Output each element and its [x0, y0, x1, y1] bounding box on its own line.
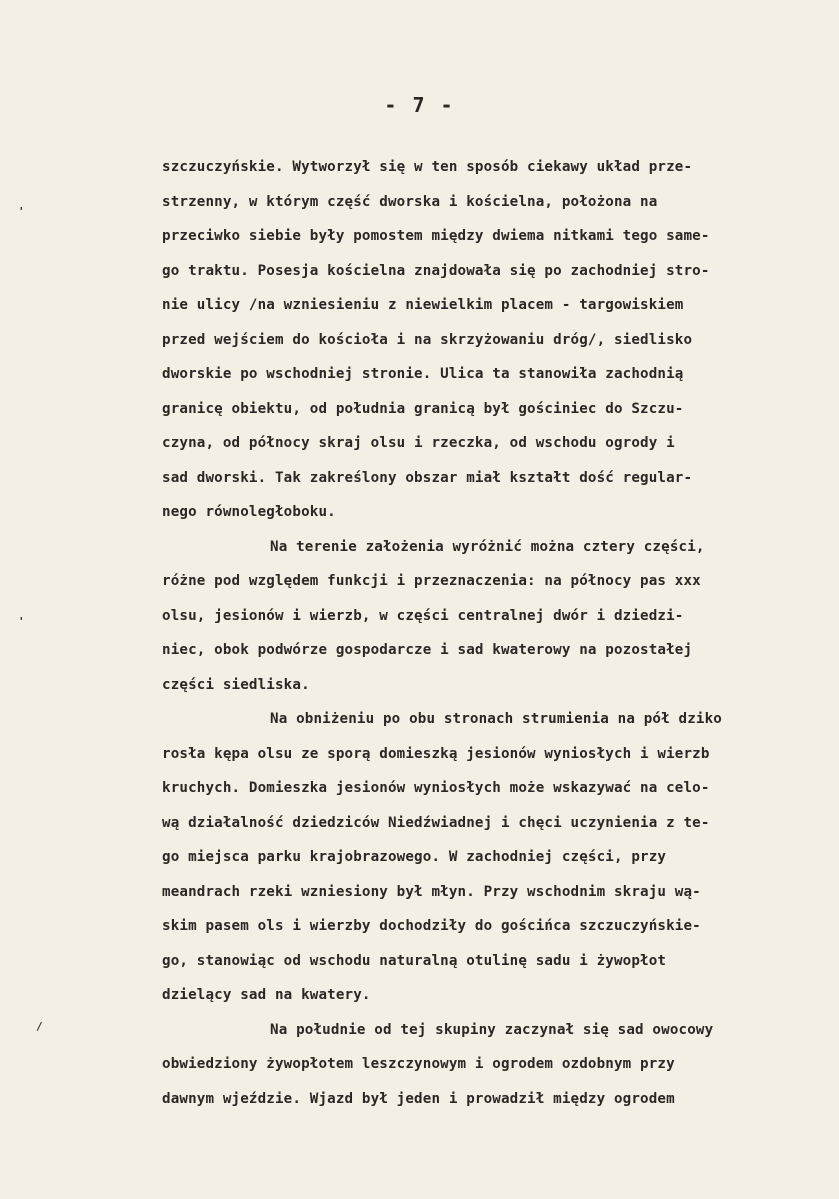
text-line: meandrach rzeki wzniesiony był młyn. Przy wschodnim skraju wą- [162, 883, 701, 900]
text-line: dzielący sad na kwatery. [162, 987, 371, 1003]
text-line: go miejsca parku krajobrazowego. W zachodniej części, przy [162, 849, 667, 865]
text-line: części siedliska. [162, 676, 310, 693]
text-line: dworskie po wschodniej stronie. Ulica ta stanowiła zachodnią [162, 366, 684, 382]
text-line: obwiedziony żywopłotem leszczynowym i ogrodem ozdobnym przy [162, 1056, 675, 1072]
text-line: nego równoległoboku. [162, 504, 336, 520]
text-line: rosła kępa olsu ze sporą domieszką jesionów wyniosłych i wierzb [162, 745, 710, 762]
text-line: różne pod względem funkcji i przeznaczenia: na północy pas xxx [162, 573, 701, 589]
margin-mark: ' [18, 205, 25, 218]
text-line: strzenny, w którym część dworska i kościelna, położona na [162, 193, 658, 210]
text-line: kruchych. Domieszka jesionów wyniosłych może wskazywać na celo- [162, 780, 710, 796]
text-line: Na obniżeniu po obu stronach strumienia na pół dziko [270, 711, 722, 727]
text-line: dawnym wjeździe. Wjazd był jeden i prowadził między ogrodem [162, 1090, 675, 1107]
text-line: granicę obiektu, od południa granicą był gościniec do Szczu- [162, 400, 684, 417]
text-line: sad dworski. Tak zakreślony obszar miał kształt dość regular- [162, 469, 693, 486]
text-line: przed wejściem do kościoła i na skrzyżowaniu dróg/, siedlisko [162, 331, 693, 348]
text-line: Na południe od tej skupiny zaczynał się sad owocowy [270, 1021, 714, 1038]
text-line: go, stanowiąc od wschodu naturalną otulinę sadu i żywopłot [162, 952, 667, 969]
text-line: Na terenie założenia wyróżnić można cztery części, [270, 538, 705, 555]
text-line: wą działalność dziedziców Niedźwiadnej i chęci uczynienia z te- [162, 814, 710, 831]
text-line: go traktu. Posesja kościelna znajdowała się po zachodniej stro- [162, 262, 710, 279]
text-line: czyna, od północy skraj olsu i rzeczka, od wschodu ogrody i [162, 435, 675, 451]
text-line: niec, obok podwórze gospodarcze i sad kwaterowy na pozostałej [162, 642, 693, 658]
text-line: skim pasem ols i wierzby dochodziły do gościńca szczuczyńskie- [162, 918, 701, 934]
text-line: nie ulicy /na wzniesieniu z niewielkim placem - targowiskiem [162, 297, 684, 313]
margin-mark: / [36, 1020, 43, 1033]
page-number: - 7 - [384, 93, 455, 117]
text-line: przeciwko siebie były pomostem między dwiema nitkami tego same- [162, 228, 710, 244]
margin-mark: ' [18, 615, 25, 628]
text-line: szczuczyńskie. Wytworzył się w ten sposób ciekawy układ prze- [162, 159, 693, 175]
text-line: olsu, jesionów i wierzb, w części centralnej dwór i dziedzi- [162, 607, 684, 624]
body-text [162, 150, 822, 1116]
